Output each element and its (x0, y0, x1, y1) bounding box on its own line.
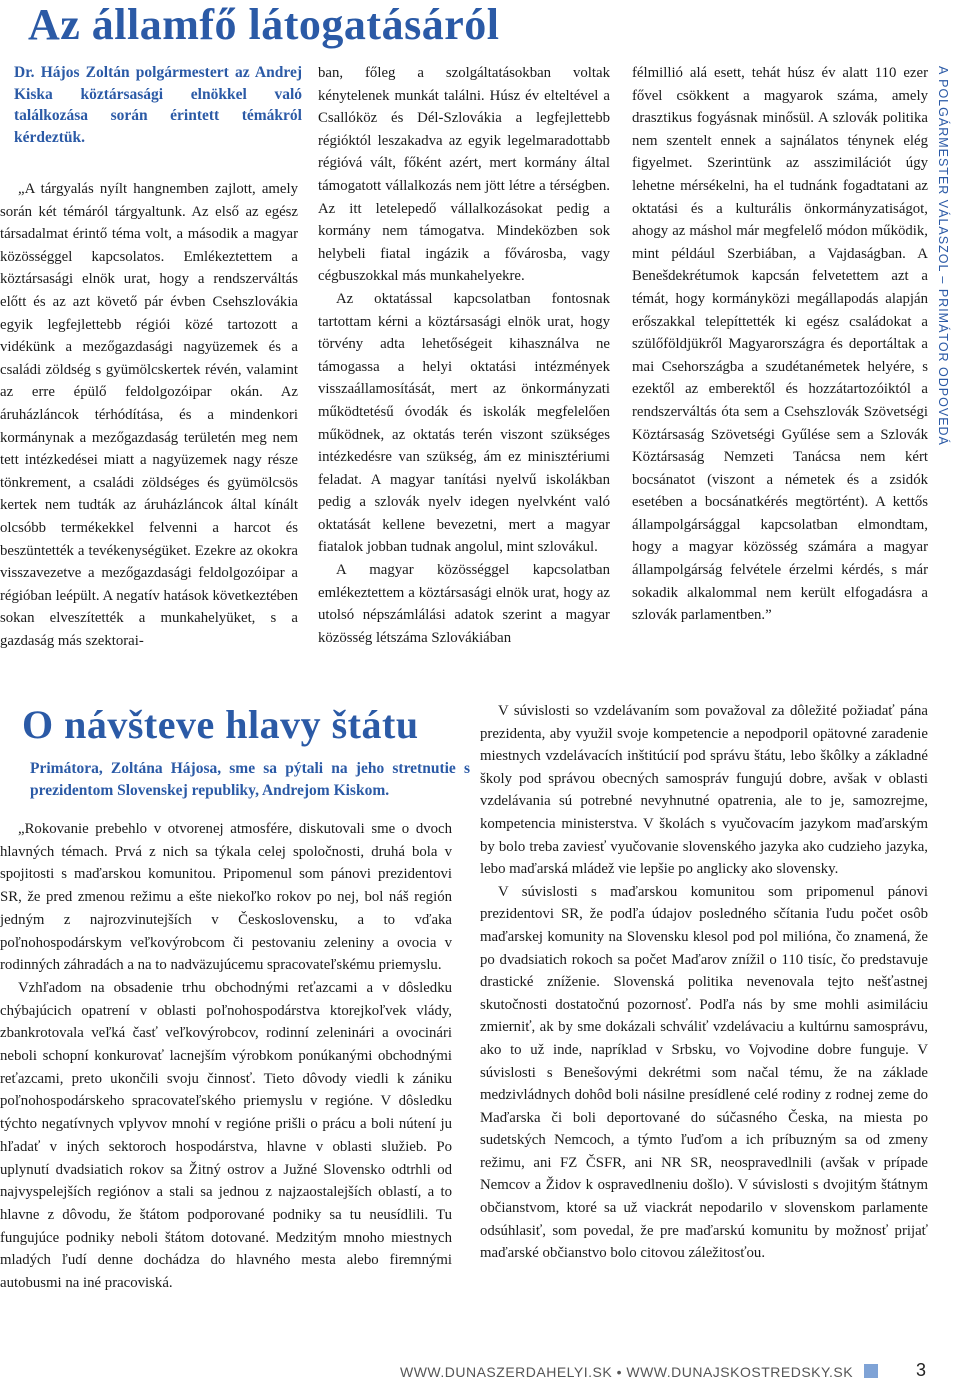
article-title-slovak: O návšteve hlavy štátu (22, 702, 419, 747)
paragraph: „A tárgyalás nyílt hangnemben zajlott, amely során két témáról tárgyaltunk. Az első az egész társadalmat érintő téma volt, a második a magyar közösséggel kapcsolatos. Emlékeztettem a köztársasági elnök urat, hogy a rendszerváltás előtt és az azt követő pár évben Csehszlovákia egyik legfejlettebb régiói közé tartozott a vidékünk a mezőgazdasági nagyüzemek és a családi zöldség s gyümölcskertek révén, valamint az erre épülő feldolgozóipar okán. Az áruházláncok térhódítása, és a mindenkori kormánynak a mezőgazdaság területén meg nem tett intézkedései miatt a nagyüzemek nagy része tönkrement, a családi zöldséges és gyümölcsös kertek nem tudták az áruházláncok által kínált olcsóbb termékekkel felvenni a harcot és beszüntették a tevékenységüket. Ezekre az okokra visszavezetve a mezőgazdasági feldolgozóipar a régióban leépült. A negatív hatások következtében sokan elveszítették a munkahelyüket, s a gazdaság más szektorai- (0, 181, 298, 649)
paragraph: ban, főleg a szolgáltatásokban voltak kénytelenek munkát találni. Húsz év elteltével a Csallóköz és Dél-Szlovákia a legfejlettebb régióktól leszakadva az egyik legelmaradottabb régióvá vált, főként azért, mert kormány által támogatott vállalkozás nem jött létre a térségben. Az itt letelepedő vállalkozásokat pedig a kormány nem támogatva. Mindeközben sok helybeli fiatal ingázik a fővárosba, vagy cégbuszokkal más munkahelyekre. (318, 65, 610, 285)
paragraph: V súvislosti so vzdelávaním som považoval za dôležité požiadať pána prezidenta, aby využil svoje kompetencie a nepodporil opätovné zaradenie miestnych vzdelávacích inštitúcií pod správu štátu, lebo škôlky a základné školy pod správou obecných samospráv fungujú dobre, avšak v oblasti vzdelávania sú potrebné nevyhnutné opatrenia, ale to je, samozrejme, kompetencia ministerstva. V školách s vyučovacím jazykom maďarským by bolo treba zaviesť vyučovanie slovenského jazyka ako cudzieho jazyka, lebo maďarská mládež vie lepšie po anglicky ako slovensky. (480, 703, 928, 878)
paragraph: V súvislosti s maďarskou komunitou som pripomenul pánovi prezidentovi SR, že podľa údajov posledného sčítania ľudu počet osôb maďarskej komunity na Slovensku klesol pod pol milióna, čo znamená, že po dvadsiatich rokoch sa počet Maďarov znížil o 110 tisíc, čo predstavuje drastické zníženie. Slovenská politika nevenovala tejto nešťastnej skutočnosti dostatočnú pozornosť. Podľa nás by sme mohli asimiláciu zmierniť, ak by sme dokázali schváliť vzdelávaciu a kultúrnu samosprávu, ako to už inde, napríklad v Srbsku, vo Vojvodine dobre funguje. V súvislosti s Benešovými dekrétmi som načal tému, že na základe medzivládnych dohôd boli násilne presídlené celé rodiny z rodnej zeme do Maďarska či boli deportované do súčasného Česka, na miesta po sudetských Nemcoch, a týmto ľuďom a ich príbuzným sa od zmeny režimu, ani FZ ČSFR, ani NR SR, neospravedlnili (avšak v prípade Nemcov a Židov k ospravedlneniu došlo). V súvislosti s dvojitým štátnym občianstvom, ktoré sa už viackrát nepodarilo v slovenskom parlamente odsúhlasiť, som povedal, že pre maďarskú komunitu by možnosť prijať maďarské občianstvo bolo citovou záležitosťou. (480, 883, 928, 1262)
lead-slovak: Primátora, Zoltána Hájosa, sme sa pýtali na jeho stretnutie s prezidentom Slovenskej republiky, Andrejom Kiskom. (30, 760, 470, 799)
paragraph: „Rokovanie prebehlo v otvorenej atmosfére, diskutovali sme o dvoch hlavných témach. Prvá z nich sa týkala celej spoločnosti, druhá bola v spojitosti s maďarskou komunitou. Pripomenul som pánovi prezidentovi SR, že pred zmenou režimu a ešte niekoľko rokov po nej, bol náš región jedným z najrozvinutejších v Československu, a to vďaka poľnohospodárskym veľkovýrobcom či pestovaniu zeleniny a ovocia v rodinných záhradách a na to nadväzujúcemu spracovateľskému priemyslu. (0, 821, 452, 974)
paragraph: Az oktatással kapcsolatban fontosnak tartottam kérni a köztársasági elnök urat, hogy törvény adta lehetőségeit kihasználva ne támogassa a helyi oktatási intézmények visszaállamosítását, mert az önkormányzati működtetésű óvodák és iskolák megfelelően működnek, az oktatás terén viszont szükséges intézkedésre van szükség, ám ez minisztériumi feladat. A magyar tanítási nyelvű iskolákban pedig a szlovák nyelv idegen nyelvként való oktatását kellene bevezetni, mert a magyar fiatalok jobban tudnak angolul, mint szlovákul. (318, 290, 610, 556)
section-sidebar-label (936, 66, 956, 486)
hungarian-column-3 (632, 62, 928, 627)
article-title-hungarian: Az államfő látogatásáról (28, 0, 500, 49)
paragraph: félmillió alá esett, tehát húsz év alatt 110 ezer fővel csökkent a magyarok száma, amely drasztikus fogyásnak minősül. A szlovák politika nem szentelt ennek a sajnálatos ténynek elég figyelmet. Szerintünk az asszimilációt úgy lehetne mérsékelni, ha el tudnánk fogadtatani az oktatási és a kulturális önkormányzatiságot, ahogy az máshol már megfelelő módon működik, mint például Szerbiában, a Vajdaságban. A Benešdekrétumok kapcsán felvetettem azt a témát, hogy kormányközi megállapodás alapján erőszakkal telepíttették ki egész családokat a szülőföldjükről Magyarországra és deportáltak a mai Csehországba a szudétanémetek helyére, s ezektől az emberektől és hozzátartozóiktól a rendszerváltás óta sem a Csehszlovák Szövetségi Köztársaság Szövetségi Gyűlése sem a Szlovák Köztársaság Nemzeti Tanácsa nem kért bocsánatot (viszont a németek és a zsidók esetében a bocsánatkérés megtörtént). A kettős állampolgársággal kapcsolatban elmondtam, hogy a magyar közösség számára a magyar állampolgárság felvétele érzelmi kérdés, s már sokadik alkalommal nem került elfogadásra a szlovák parlamentben.” (632, 65, 928, 624)
lead-hungarian: Dr. Hájos Zoltán polgármestert az Andrej Kiska köztársasági elnökkel való találkozása során érintett témákról kérdeztük. (14, 64, 302, 146)
page-number: 3 (916, 1360, 927, 1380)
hungarian-column-1 (0, 178, 298, 652)
slovak-column-1 (0, 818, 452, 1295)
footer-square-icon (864, 1364, 878, 1378)
slovak-column-2 (480, 700, 928, 1265)
footer-website-links: WWW.DUNASZERDAHELYI.SK • WWW.DUNAJSKOSTREDSKY.SK (400, 1364, 854, 1380)
sidebar-text: A POLGÁRMESTER VÁLASZOL – PRIMÁTOR ODPOVEDÁ (936, 66, 950, 446)
paragraph: A magyar közösséggel kapcsolatban emlékeztettem a köztársasági elnök urat, hogy az utolsó népszámlálási adatok szerint a magyar közösség létszáma Szlovákiában (318, 562, 610, 646)
paragraph: Vzhľadom na obsadenie trhu obchodnými reťazcami a v dôsledku chýbajúcich opatrení v oblasti poľnohospodárstva ktorejkoľvek vlády, zbankrotovala veľká časť veľkovýrobcov, rodinní zeleninári a ovocinári neboli schopní konkurovať lacnejším výrobkom ponúkanými obchodnými reťazcami, preto ukončili svoju činnosť. Tieto dôvody viedli k zániku poľnohospodárskeho spracovateľského priemyslu v regióne. V dôsledku týchto negatívnych vplyvov mnohí v regióne prišli o prácu a boli nútení ju hľadať v iných sektoroch hospodárstva, hlavne v oblasti služieb. Po uplynutí dvadsiatich rokov sa Žitný ostrov a Južné Slovensko odtrhli od najvyspelejších regiónov a stali sa jednou z najzaostalejších oblastí, a to hlavne z dôvodu, že štátom podporované podniky sa tu neusídlili. Tu fungujúce podniky neboli štátom dotované. Medzitým mnoho miestnych mladých ľudí denne dochádza do hlavného mesta alebo firemnými autobusmi na iné pracoviská. (0, 979, 452, 1292)
hungarian-column-2 (318, 62, 610, 649)
